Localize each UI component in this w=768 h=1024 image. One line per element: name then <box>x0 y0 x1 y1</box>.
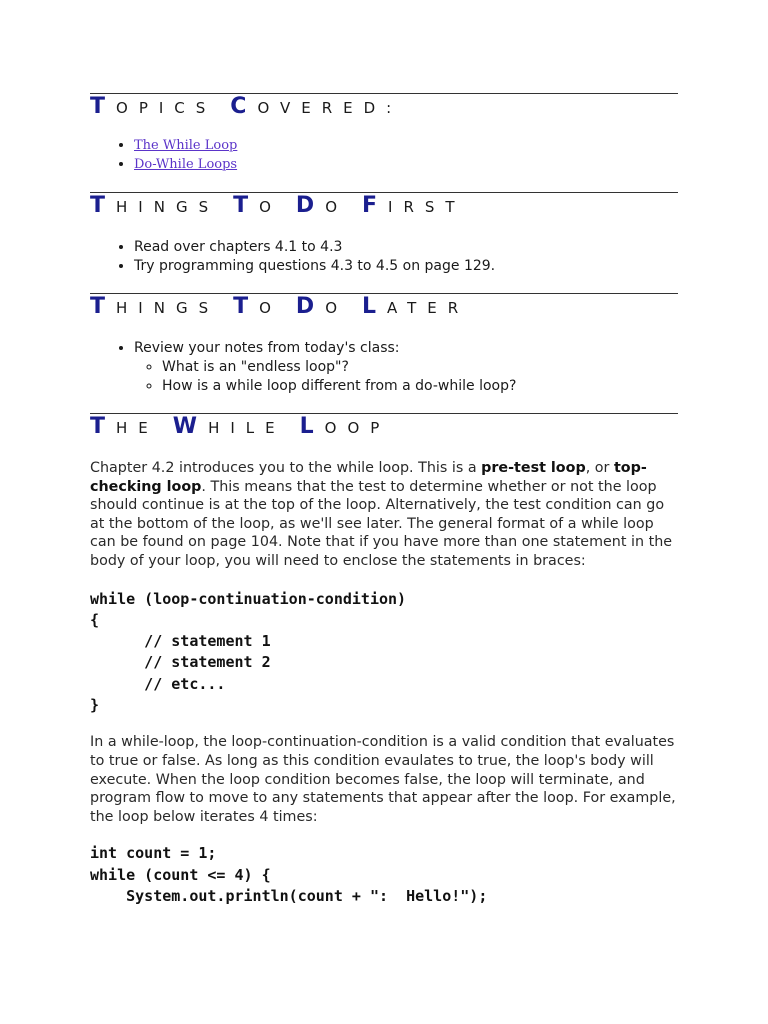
heading-initial: T <box>233 193 260 218</box>
code-block-example: int count = 1; while (count <= 4) { System.out.println(count + ": Hello!"); <box>90 844 488 905</box>
heading-rest: HINGS <box>116 198 220 216</box>
things-later-list <box>90 339 678 396</box>
heading-rest: HE <box>116 419 159 437</box>
heading-rest: ATER <box>387 299 470 317</box>
heading-initial: T <box>90 294 117 319</box>
heading-word <box>90 94 217 119</box>
while-loop-section <box>90 413 678 907</box>
heading-initial: T <box>233 294 260 319</box>
sub-list <box>134 358 678 396</box>
paragraph-text: . This means that the test to determine whether or not the loop should continue is at the top of the loop. Alternatively, the test condition can go at the bottom of the loop, as we'll see later. The general format of a while loop can be found on page 104. Note that if you have more than one statement in the body of your loop, you will need to enclose the statements in braces: <box>90 478 673 569</box>
heading-initial: T <box>90 414 117 439</box>
list-item: • Try programming questions 4.3 to 4.5 on page 129. <box>134 257 678 276</box>
heading-rest: O <box>259 198 282 216</box>
while-loop-heading <box>90 414 678 439</box>
heading-rest: OOP <box>324 419 391 437</box>
heading-rest: HILE <box>208 419 286 437</box>
topics-covered-heading <box>90 94 678 119</box>
heading-rest: O <box>325 299 348 317</box>
heading-word <box>299 414 391 439</box>
heading-word <box>362 294 470 319</box>
things-first-heading <box>90 193 678 218</box>
things-first-section <box>90 192 678 276</box>
heading-word <box>172 414 286 439</box>
topics-covered-section <box>90 93 678 174</box>
term-top-checking-loop: top-checking loop <box>90 460 647 495</box>
heading-initial: T <box>90 193 117 218</box>
list-item: • Read over chapters 4.1 to 4.3 <box>134 238 678 257</box>
heading-rest: O <box>325 198 348 216</box>
heading-rest: HINGS <box>116 299 220 317</box>
heading-initial: L <box>362 294 388 319</box>
list-item <box>134 339 678 396</box>
heading-initial: T <box>90 94 117 119</box>
topics-list <box>90 136 678 174</box>
heading-word <box>230 94 403 119</box>
heading-word <box>362 193 466 218</box>
list-item-text: Review your notes from today's class: <box>134 340 400 356</box>
heading-word <box>90 414 159 439</box>
heading-word <box>90 193 220 218</box>
while-loop-paragraph-2: In a while-loop, the loop-continuation-condition is a valid condition that evaluates to true or false. As long as this condition evaulates to true, the loop's body will execute. When the loop condition becomes false, the loop will terminate, and program flow to move to any statements that appear after the loop. For example, the loop below iterates 4 times: <box>90 734 676 825</box>
heading-word <box>233 193 282 218</box>
things-later-section <box>90 293 678 396</box>
heading-rest: OPICS <box>116 99 217 117</box>
term-pre-test-loop: pre-test loop <box>481 460 586 476</box>
paragraph-text: Chapter 4.2 introduces you to the while loop. This is a <box>90 460 482 476</box>
heading-initial: F <box>362 193 389 218</box>
sub-list-item: ◦ What is an "endless loop"? <box>162 358 678 377</box>
list-item <box>134 155 678 174</box>
things-later-heading <box>90 294 678 319</box>
heading-initial: C <box>230 94 258 119</box>
paragraph-text: , or <box>585 460 614 476</box>
while-loop-paragraph-1 <box>90 459 678 571</box>
sub-list-item: ◦ How is a while loop different from a do-while loop? <box>162 377 678 396</box>
section-divider <box>90 93 678 94</box>
heading-initial: D <box>295 193 326 218</box>
heading-rest: IRST <box>388 198 466 216</box>
heading-initial: L <box>299 414 325 439</box>
things-first-list <box>90 238 678 276</box>
heading-word <box>90 294 220 319</box>
heading-rest: OVERED: <box>257 99 403 117</box>
heading-word <box>295 193 348 218</box>
code-block-while-syntax: while (loop-continuation-condition) { // statement 1 // statement 2 // etc... } <box>90 589 407 715</box>
heading-word <box>233 294 282 319</box>
heading-initial: W <box>172 414 209 439</box>
heading-initial: D <box>295 294 326 319</box>
link-while-loop[interactable]: The While Loop <box>134 138 238 153</box>
heading-rest: O <box>259 299 282 317</box>
link-do-while-loops[interactable]: Do-While Loops <box>134 157 238 172</box>
heading-word <box>295 294 348 319</box>
list-item <box>134 136 678 155</box>
